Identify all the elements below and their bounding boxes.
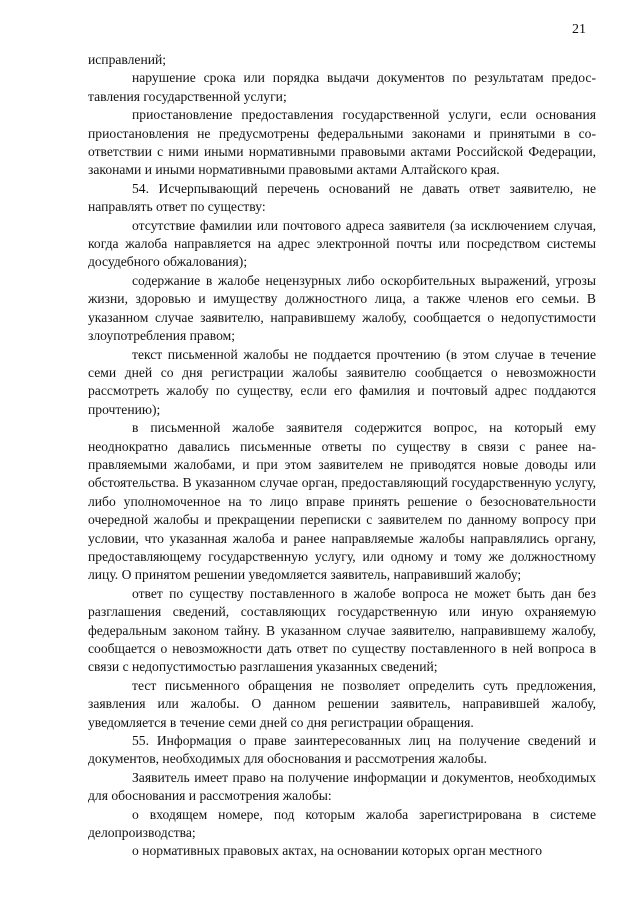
paragraph: тест письменного обращения не позволяет определить суть предложения, заявления или жалобы. О данном решении заявитель, направившей жалобу, уведомляется в течение семи дней со дня регистрации обращения. [88,677,596,730]
paragraph: приостановление предоставления государственной услуги, если основания приостановления не предусмотрены федеральными законами и принятыми в соответствии с ними иными нормативными правовыми актами Российской Федерации, законами и иными нормативными правовыми актами Алтайского края. [88,107,596,178]
page-number: 21 [572,22,586,37]
paragraph: исправлений; [88,52,167,67]
paragraph: 54. Исчерпывающий перечень оснований не давать ответ заявителю, не направлять ответ по существу: [88,180,596,215]
body-text [88,51,596,861]
paragraph: о нормативных правовых актах, на основании которых орган местного [132,843,543,859]
paragraph: текст письменной жалобы не поддается прочтению (в этом случае в течение семи дней со дня регистрации жалобы заявителю сообщается о невозможности рассмотреть жалобу по существу, если его фамилия и почтовый адрес поддаются прочтению); [88,346,596,417]
paragraph: Заявитель имеет право на получение информации и документов, необходимых для обоснования и рассмотрения жалобы: [88,769,596,804]
paragraph: ответ по существу поставленного в жалобе вопроса не может быть дан без разглашения сведений, составляющих государственную или иную охраняемую федеральным законом тайну. В указанном случае заявителю, направившему жалобу, сообщается о невозможности дать ответ по существу поставленного в ней вопроса в связи с недопустимостью разглашения указанных сведений; [88,585,596,675]
paragraph: о входящем номере, под которым жалоба зарегистрирована в системе делопроизводства; [88,806,596,841]
paragraph: 55. Информация о праве заинтересованных лиц на получение сведений и документов, необходимых для обоснования и рассмотрения жалобы. [88,733,596,767]
paragraph: отсутствие фамилии или почтового адреса заявителя (за исключением случая, когда жалоба направляется на адрес электронной почты или посредством системы досудебного обжалования); [88,217,596,270]
paragraph: в письменной жалобе заявителя содержится вопрос, на который ему неоднократно давались письменные ответы по существу в связи с ранее направляемыми жалобами, и при этом заявителем не приводятся новые доводы или обстоятельства. В указанном случае орган, предоставляющий государственную услугу, либо уполномоченное на то лицо вправе принять решение о безосновательности очередной жалобы и прекращении переписки с заявителем по данному вопросу при условии, что указанная жалоба и ранее направляемые жалобы направлялись органу, предоставляющему государственную услугу, или одному и тому же должностному лицу. О принятом решении уведомляется заявитель, направивший жалобу; [88,420,596,583]
paragraph: нарушение срока или порядка выдачи документов по результатам предоставления государственной услуги; [88,70,596,104]
paragraph: содержание в жалобе нецензурных либо оскорбительных выражений, угрозы жизни, здоровью и имуществу должностного лица, а также членов его семьи. В указанном случае заявителю, направившему жалобу, сообщается о недопустимости злоупотребления правом; [88,272,596,344]
